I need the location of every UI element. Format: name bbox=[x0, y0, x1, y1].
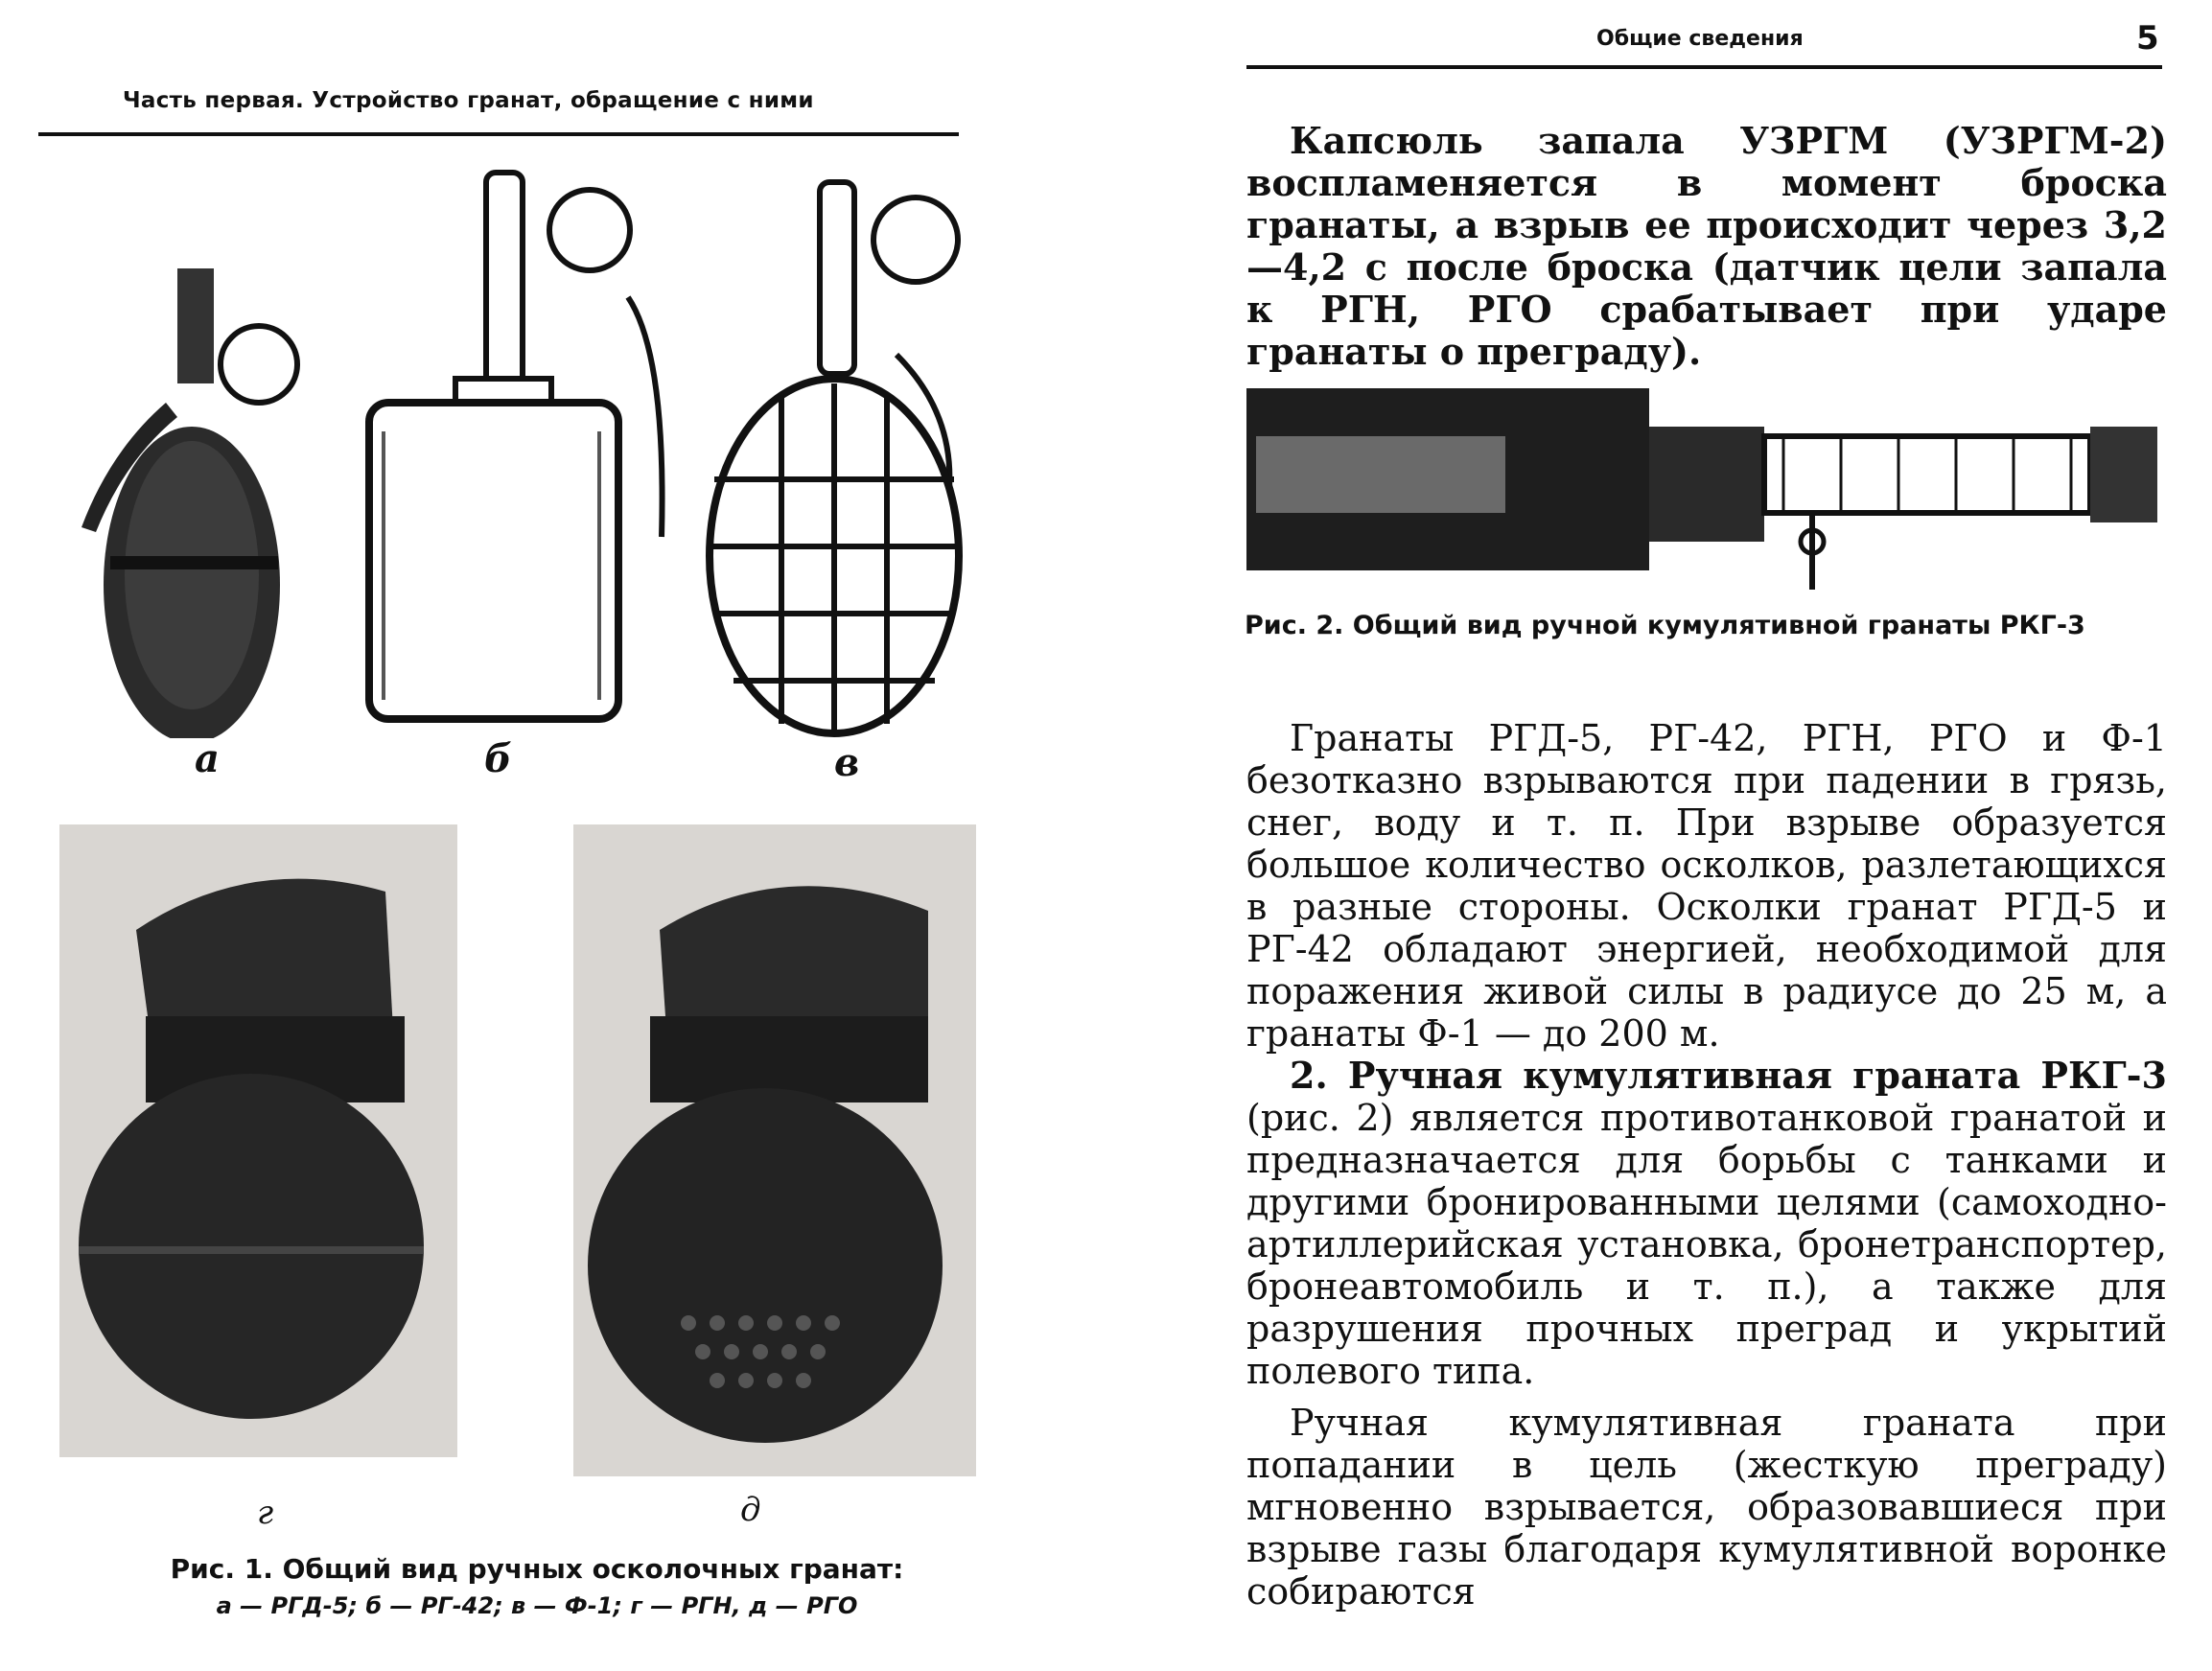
grenade-rgd5-drawing bbox=[81, 268, 297, 738]
paragraph-rkg3-lead: 2. Ручная кумулятивная граната РКГ-3 bbox=[1290, 1054, 2167, 1097]
grenade-rg42-drawing bbox=[369, 173, 663, 719]
paragraph-fuse: Капсюль запала УЗРГМ (УЗРГМ-2) воспламеняется в момент броска гранаты, а взрыв ее происходит через 3,2—4,2 с после броска (датчик цели запала к РГН, РГО срабатывает при ударе гранаты о преграду). bbox=[1246, 119, 2167, 373]
paragraph-explosion: Гранаты РГД-5, РГ-42, РГН, РГО и Ф-1 безотказно взрываются при падении в грязь, снег, воду и т. п. При взрыве образуется большое количество осколков, разлетающихся в разные стороны. Осколки гранат РГД-5 и РГ-42 обладают энергией, необходимой для поражения живой силы в радиусе до 25 м, а гранаты Ф-1 — до 200 м. bbox=[1246, 717, 2167, 1055]
figure1-caption-legend: а — РГД-5; б — РГ-42; в — Ф-1; г — РГН, д — РГО bbox=[216, 1592, 858, 1619]
paragraph-rkg3-text: (рис. 2) является противотанковой гранатой и предназначается для борьбы с танками и другими бронированными целями (самоходно-артиллерийская установка, бронетранспортер, бронеавтомобиль и т. п.), а также для разрушения прочных преград и укрытий полевого типа. bbox=[1246, 1097, 2167, 1392]
paragraph-rkg3 bbox=[1246, 1055, 2167, 1392]
figure1-caption-title: Рис. 1. Общий вид ручных осколочных гранат: bbox=[170, 1553, 904, 1585]
figure1-letter-g: г bbox=[257, 1494, 274, 1532]
figure1-letter-d: д bbox=[740, 1491, 761, 1529]
figure1-drawings bbox=[53, 163, 992, 738]
photo-rgo bbox=[573, 824, 976, 1476]
header-rule-left bbox=[38, 132, 959, 136]
figure2-rkg3-drawing bbox=[1246, 379, 2167, 599]
figure2-caption: Рис. 2. Общий вид ручной кумулятивной гранаты РКГ-3 bbox=[1245, 611, 2085, 640]
paragraph-cumulative: Ручная кумулятивная граната при попадании в цель (жесткую преграду) мгновенно взрывается, образовавшиеся при взрыве газы благодаря кумулятивной воронке собираются bbox=[1246, 1402, 2167, 1613]
figure1-caption bbox=[115, 1551, 959, 1624]
page-number: 5 bbox=[2136, 19, 2159, 58]
figure1-letter-b: б bbox=[484, 736, 512, 781]
figure1-letter-v: в bbox=[834, 740, 860, 785]
header-rule-right bbox=[1246, 65, 2162, 69]
figure1-letter-a: а bbox=[195, 736, 220, 781]
grenade-f1-drawing bbox=[710, 182, 959, 733]
running-head-right: Общие сведения bbox=[1596, 27, 1804, 51]
running-head-left: Часть первая. Устройство гранат, обращение с ними bbox=[123, 88, 814, 113]
photo-rgn bbox=[59, 824, 457, 1457]
